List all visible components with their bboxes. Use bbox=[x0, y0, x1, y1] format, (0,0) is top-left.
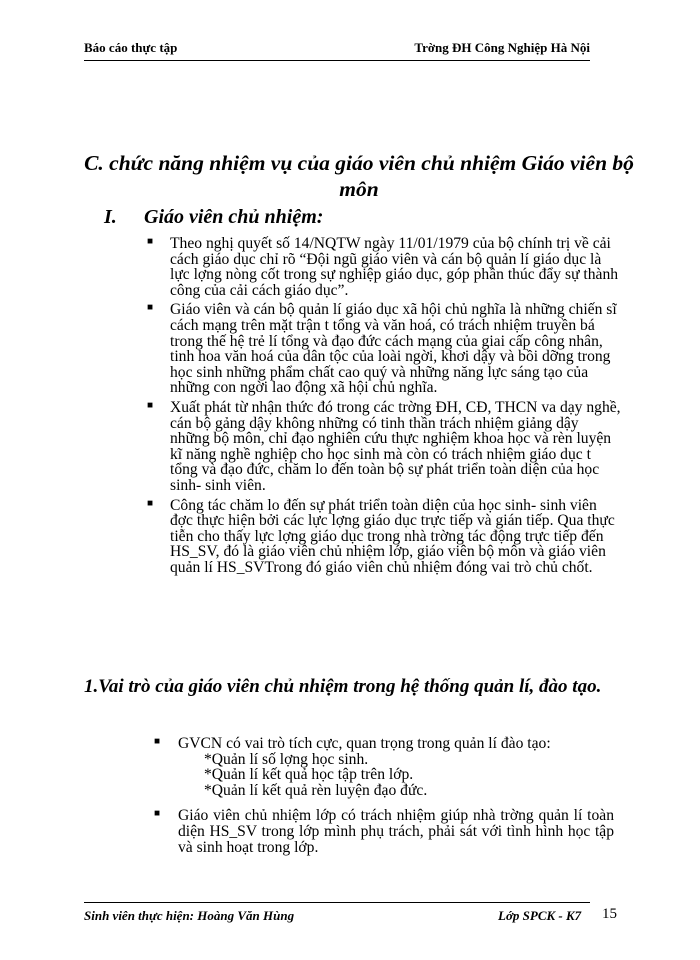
footer-class: Lớp SPCK - K7 bbox=[498, 908, 582, 923]
sub-item: *Quản lí kết quả học tập trên lớp. bbox=[204, 766, 414, 784]
sub-item: *Quản lí kết quả rèn luyện đạo đức. bbox=[204, 781, 428, 799]
paragraph-text: GVCN có vai trò tích cực, quan trọng trong quản lí đào tạo: bbox=[178, 735, 551, 752]
square-bullet-icon: ■ bbox=[147, 236, 154, 247]
header-left-text: Báo cáo thực tập bbox=[84, 40, 178, 55]
heading-role-of-homeroom-teacher: 1.Vai trò của giáo viên chủ nhiệm trong hệ thống quản lí, đào tạo. bbox=[84, 676, 602, 697]
paragraph-text: Giáo viên chủ nhiệm lớp có trách nhiệm giúp nhà trờng quản lí toàn diện HS_SV trong lớp mình phụ trách, phải sát với tình hình học tập và sinh hoạt trong lớp. bbox=[178, 807, 614, 856]
subsection-title: Giáo viên chủ nhiệm: bbox=[144, 206, 324, 228]
square-bullet-icon: ■ bbox=[154, 808, 161, 820]
footer-student-name: Sinh viên thực hiện: Hoàng Văn Hùng bbox=[84, 908, 295, 923]
bullet-list-2 bbox=[152, 736, 614, 865]
page-header bbox=[84, 40, 590, 56]
subsection-heading bbox=[104, 206, 323, 229]
header-rule bbox=[84, 60, 590, 61]
paragraph-text: Giáo viên và cán bộ quản lí giáo dục xã hội chủ nghĩa là những chiến sĩ cách mạng trên mặt trận t tổng và văn hoá, có trách nhiệm truyền bá trong thế hệ trẻ lí tổng và đạo đức cách mạng của giai cấp công nhân, tinh hoa văn hoá của dân tộc của loài ngời, khơi dậy và bồi dỡng trong học sinh những phẩm chất cao quý và những năng lực sáng tạo của những con ngời lao động xã hội chủ nghĩa. bbox=[170, 301, 617, 397]
list-item bbox=[144, 236, 622, 298]
bullet-list bbox=[144, 236, 622, 579]
paragraph-text: Theo nghị quyết số 14/NQTW ngày 11/01/1979 của bộ chính trị về cải cách giáo dục chỉ rõ “Đội ngũ giáo viên và cán bộ quản lí giáo dục là lực lợng nòng cốt trong sự nghiệp giáo dục, góp phần thúc đẩy sự thành công của cải cách giáo dục”. bbox=[170, 235, 619, 299]
sub-item: *Quản lí số lợng học sinh. bbox=[204, 750, 369, 768]
square-bullet-icon: ■ bbox=[147, 302, 154, 314]
section-title: C. chức năng nhiệm vụ của giáo viên chủ nhiệm Giáo viên bộ môn bbox=[84, 151, 634, 201]
footer-rule bbox=[84, 902, 590, 903]
paragraph-text: Xuất phát từ nhận thức đó trong các trờng ĐH, CĐ, THCN va dạy nghề, cán bộ gảng dậy không những có tinh thần trách nhiệm giảng dậy những bộ môn, chỉ đạo nghiên cứu thực nghiệm khoa học và rèn luyện kĩ năng nghề nghiệp cho học sinh mà còn có trách nhiệm giáo dục t tổng và đạo đức, chăm lo đến toàn bộ sự phát triển toàn diện của học sinh- sinh viên. bbox=[170, 398, 621, 494]
list-item bbox=[152, 808, 614, 855]
list-item bbox=[152, 736, 614, 798]
square-bullet-icon: ■ bbox=[147, 399, 154, 411]
paragraph-text: Công tác chăm lo đến sự phát triển toàn diện của học sinh- sinh viên đợc thực hiện bởi các lực lợng giáo dục trực tiếp và gián tiếp. Qua thực tiễn cho thấy lực lợng giáo dục trong nhà trờng tác động trực tiếp đến HS_SV, đó là giáo viên chủ nhiệm lớp, giáo viên bộ môn và giáo viên quản lí HS_SVTrong đó giáo viên chủ nhiệm đóng vai trò chủ chốt. bbox=[170, 496, 615, 576]
list-item bbox=[144, 400, 622, 494]
page-number: 15 bbox=[602, 906, 617, 922]
header-right-text: Trờng ĐH Công Nghiệp Hà Nội bbox=[414, 40, 590, 55]
list-item bbox=[144, 498, 622, 576]
square-bullet-icon: ■ bbox=[147, 497, 154, 509]
square-bullet-icon: ■ bbox=[154, 736, 161, 747]
list-item bbox=[144, 302, 622, 396]
subsection-number: I. bbox=[104, 206, 117, 228]
